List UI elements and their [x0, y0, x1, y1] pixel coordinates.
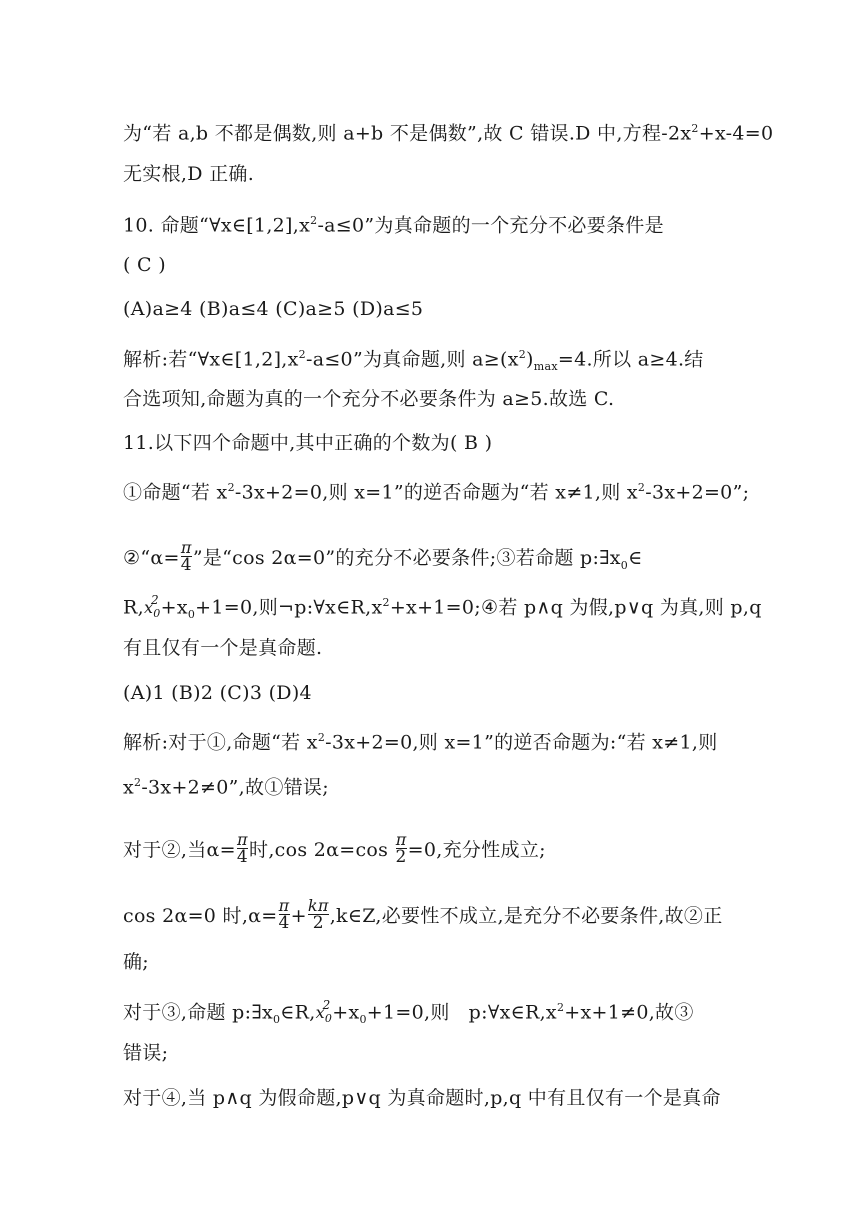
- question-11-options: (A)1 (B)2 (C)3 (D)4: [123, 682, 312, 704]
- fraction-pi-over-4: $\frac{\pi}{4}$: [180, 538, 192, 575]
- line-1: 为“若 a,b 不都是偶数,则 a+b 不是偶数”,故 C 错误.D 中,方程$-2x^2+x-4=0$: [123, 122, 774, 145]
- line-2: 无实根,D 正确.: [123, 163, 255, 185]
- question-10-answer: ( C ): [123, 254, 166, 276]
- q10-solution-2: 合选项知,命题为真的一个充分不必要条件为 a≥5.故选 C.: [123, 388, 615, 410]
- q11-item-2: ②“α= $\frac{\pi}{4}$ ”是“cos 2α=0”的充分不必要条件;③若命题 $p:\exists x_0\in$: [123, 538, 643, 575]
- q11-solution-7: 错误;: [123, 1042, 169, 1064]
- q11-solution-1: 解析:对于①,命题“若 $x^2-3x+2=0$,则 x=1”的逆否命题为:“若 x≠1,则: [123, 731, 718, 754]
- q11-item-4: 有且仅有一个是真命题.: [123, 637, 323, 659]
- q11-solution-2: $x^2-3x+2\ne 0$”,故①错误;: [123, 776, 329, 799]
- q11-item-3: $R,x_0$ 2 $+x_0+1=0$,则$\neg p:\forall x\in R,x^2+x+1=0;④$若 p∧q 为假,p∨q 为真,则 p,q: [123, 593, 762, 622]
- question-10-options: (A)a≥4 (B)a≤4 (C)a≥5 (D)a≤5: [123, 298, 424, 320]
- q11-solution-3: 对于②,当α= $\frac{\pi}{4}$ 时,cos 2α=cos $\frac{\pi}{2}$ =0,充分性成立;: [123, 830, 546, 867]
- q10-solution-1: 解析:若“$\forall x\in[1,2],x^2-a\le 0$”为真命题,则 $a\ge(x^2)_{max}=4$.所以 a≥4.结: [123, 348, 704, 374]
- question-10-stem: 10. 命题“$\forall x\in[1,2],x^2-a\le 0$”为真命题的一个充分不必要条件是: [123, 214, 664, 237]
- q11-item-1: ①命题“若 $x^2-3x+2=0$,则 x=1”的逆否命题为“若 x≠1,则 $x^2-3x+2=0$”;: [123, 481, 750, 504]
- question-11-stem: 11.以下四个命题中,其中正确的个数为( B ): [123, 432, 493, 454]
- q11-solution-5: 确;: [123, 951, 150, 973]
- q11-solution-8: 对于④,当 p∧q 为假命题,p∨q 为真命题时,p,q 中有且仅有一个是真命: [123, 1087, 721, 1109]
- q11-solution-4: cos 2α=0 时,α= $\frac{\pi}{4}$ + $\frac{k\pi}{2}$ ,k∈Z,必要性不成立,是充分不必要条件,故②正: [123, 896, 723, 933]
- q11-solution-6: 对于③,命题 $p:\exists x_0\in R,x_0$ 2 $+x_0+1=0$,则 $p:\forall x\in R,x^2+x+1\ne 0$,故③: [123, 998, 694, 1027]
